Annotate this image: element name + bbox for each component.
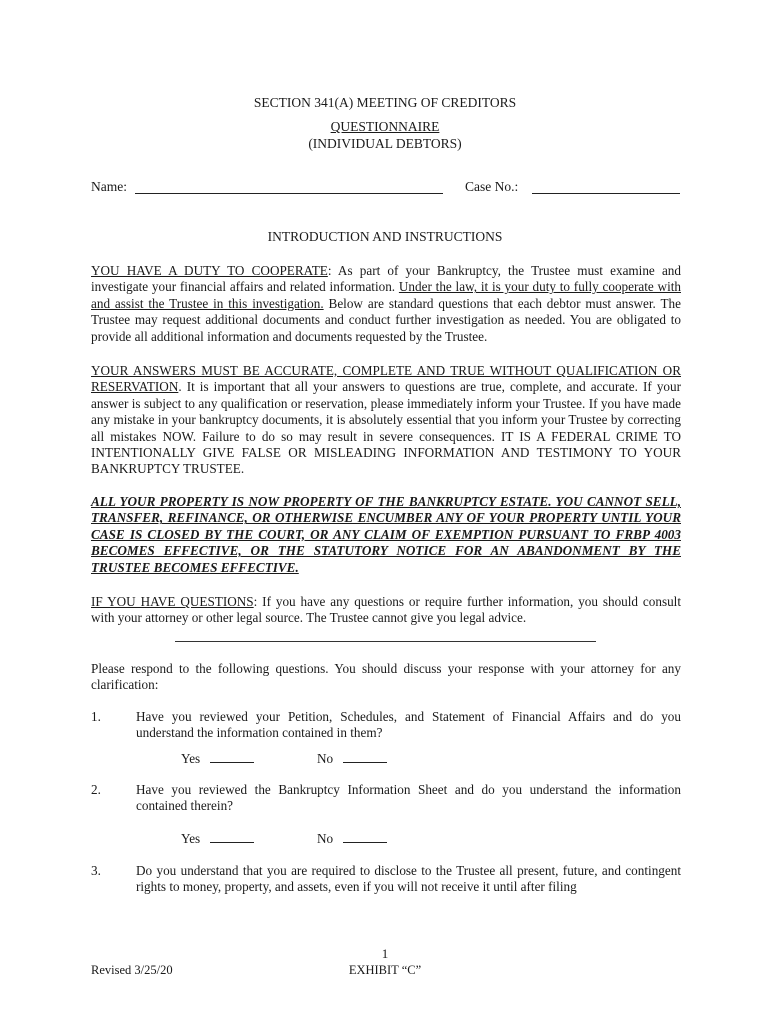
question-text: Do you understand that you are required to disclose to the Trustee all present, future, and contingent rights to money, property, and assets, even if you will not receive it until after filing — [136, 863, 681, 895]
respond-instructions: Please respond to the following questions. You should discuss your response with your attorney for any clarification: — [91, 661, 681, 693]
yes-label: Yes — [181, 831, 201, 846]
document-subtitle: QUESTIONNAIRE — [330, 119, 440, 134]
q2-no-answer[interactable] — [317, 830, 387, 847]
duty-lead: YOU HAVE A DUTY TO COOPERATE — [91, 263, 328, 278]
page-number: 1 — [381, 946, 389, 961]
yes-label: Yes — [181, 751, 201, 766]
exhibit-label: EXHIBIT “C” — [348, 963, 422, 977]
case-number-label: Case No.: — [465, 179, 519, 194]
q1-yes-answer[interactable] — [181, 750, 254, 767]
yes-blank[interactable] — [210, 830, 254, 843]
document-subtitle-2: (INDIVIDUAL DEBTORS) — [308, 136, 462, 151]
case-number-field-line[interactable] — [532, 193, 680, 194]
divider-line — [175, 641, 596, 642]
yes-blank[interactable] — [210, 750, 254, 763]
no-blank[interactable] — [343, 750, 387, 763]
accurate-answers-paragraph — [91, 363, 681, 478]
name-label: Name: — [91, 179, 127, 194]
q2-yes-answer[interactable] — [181, 830, 254, 847]
question-number: 2. — [91, 782, 101, 797]
questions-paragraph — [91, 594, 681, 627]
property-warning-paragraph: ALL YOUR PROPERTY IS NOW PROPERTY OF THE BANKRUPTCY ESTATE. YOU CANNOT SELL, TRANSFER, REFINANCE, OR OTHERWISE ENCUMBER ANY OF YOUR PROPERTY UNTIL YOUR CASE IS CLOSED BY THE COURT, OR ANY CLAIM OF EXEMPTION PURSUANT TO FRBP 4003 BECOMES EFFECTIVE, OR THE STATUTORY NOTICE FOR AN ABANDONMENT BY THE TRUSTEE BECOMES EFFECTIVE. — [91, 494, 681, 575]
questions-lead: IF YOU HAVE QUESTIONS — [91, 594, 254, 609]
duty-text-a: : As part of your Bankruptcy, the Trustee must examine and investigate your financial affairs and related information. — [91, 263, 681, 295]
question-number: 1. — [91, 709, 101, 724]
duty-to-cooperate-paragraph — [91, 263, 681, 345]
duty-text-b: Below are standard questions that each debtor must answer. The Trustee may request additional documents and conduct further investigation as needed. You are obligated to provide all additional information and documents requested by the Trustee. — [91, 295, 681, 344]
name-field-line[interactable] — [135, 193, 443, 194]
duty-underlined: Under the law, it is your duty to fully cooperate with and assist the Trustee in this investigation. — [91, 279, 681, 311]
accurate-lead: YOUR ANSWERS MUST BE ACCURATE, COMPLETE AND TRUE WITHOUT QUALIFICATION OR RESERVATION — [91, 363, 681, 395]
question-text: Have you reviewed the Bankruptcy Information Sheet and do you understand the information contained therein? — [136, 782, 681, 814]
section-heading: INTRODUCTION AND INSTRUCTIONS — [267, 229, 503, 244]
document-title: SECTION 341(A) MEETING OF CREDITORS — [253, 95, 517, 110]
question-number: 3. — [91, 863, 101, 878]
no-label: No — [317, 751, 334, 766]
revised-date: Revised 3/25/20 — [91, 963, 173, 977]
accurate-text: . It is important that all your answers to questions are true, complete, and accurate. If your answer is subject to any qualification or reservation, please immediately inform your Trustee. If you have made any mistake in your bankruptcy documents, it is absolutely essential that you inform your Trustee by correcting all mistakes NOW. Failure to do so may result in severe consequences. IT IS A FEDERAL CRIME TO INTENTIONALLY GIVE FALSE OR MISLEADING INFORMATION AND TESTIMONY TO YOUR BANKRUPTCY TRUSTEE. — [91, 379, 681, 477]
name-case-row — [91, 179, 681, 197]
q1-no-answer[interactable] — [317, 750, 387, 767]
question-text: Have you reviewed your Petition, Schedules, and Statement of Financial Affairs and do you understand the information contained in them? — [136, 709, 681, 741]
questions-text: : If you have any questions or require further information, you should consult with your attorney or other legal source. The Trustee cannot give you legal advice. — [91, 594, 681, 626]
no-blank[interactable] — [343, 830, 387, 843]
no-label: No — [317, 831, 334, 846]
